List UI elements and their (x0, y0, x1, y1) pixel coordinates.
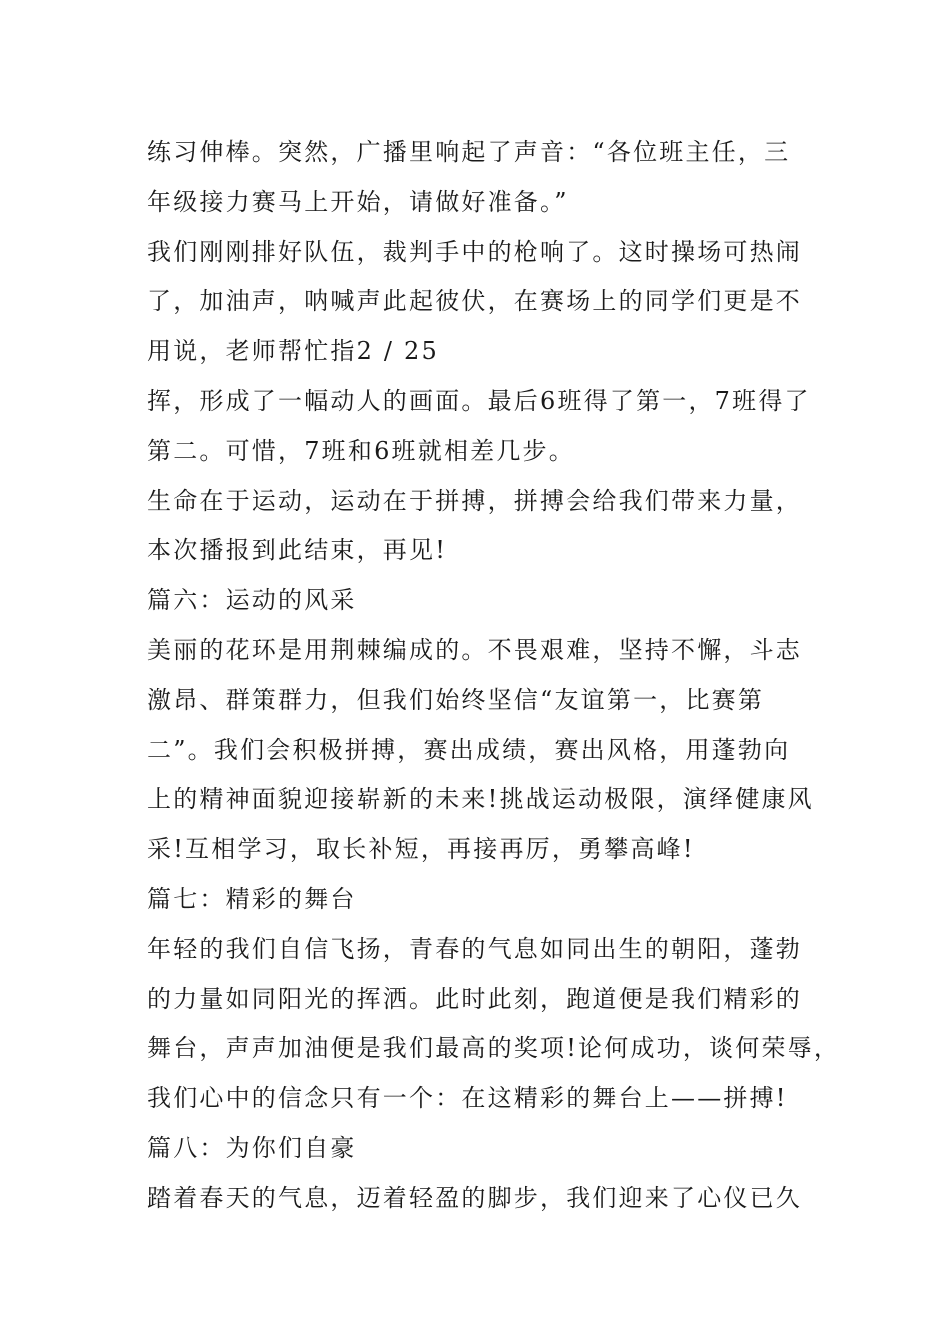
section-heading-6: 篇六：运动的风采 (147, 586, 357, 615)
body-line: 年级接力赛马上开始，请做好准备。” (147, 187, 569, 216)
body-line: 练习伸棒。突然，广播里响起了声音：“各位班主任，三 (147, 138, 791, 166)
body-line-with-page-number: 用说，老师帮忙指2 / 25 (147, 337, 439, 366)
body-line: 我们心中的信念只有一个：在这精彩的舞台上——拼搏! (147, 1084, 788, 1113)
body-line: 第二。可惜，7班和6班就相差几步。 (147, 436, 575, 465)
body-line: 踏着春天的气息，迈着轻盈的脚步，我们迎来了心仪已久 (147, 1183, 802, 1212)
body-line: 本次播报到此结束，再见! (147, 536, 448, 565)
body-line: 上的精神面貌迎接崭新的未来!挑战运动极限，演绎健康风 (147, 785, 814, 814)
body-line: 的力量如同阳光的挥洒。此时此刻，跑道便是我们精彩的 (147, 984, 802, 1013)
body-line: 舞台，声声加油便是我们最高的奖项!论何成功，谈何荣辱， (147, 1034, 841, 1063)
section-heading-7: 篇七：精彩的舞台 (147, 884, 357, 913)
body-line: 二”。我们会积极拼搏，赛出成绩，赛出风格，用蓬勃向 (147, 735, 791, 764)
body-line: 挥，形成了一幅动人的画面。最后6班得了第一，7班得了 (147, 386, 811, 415)
body-line: 年轻的我们自信飞扬，青春的气息如同出生的朝阳，蓬勃 (147, 934, 802, 963)
body-line: 采!互相学习，取长补短，再接再厉，勇攀高峰! (147, 835, 695, 864)
body-line: 激昂、群策群力，但我们始终坚信“友谊第一，比赛第 (147, 685, 765, 714)
body-line: 了，加油声，呐喊声此起彼伏，在赛场上的同学们更是不 (147, 287, 802, 316)
document-body (147, 128, 841, 1224)
section-heading-8: 篇八：为你们自豪 (147, 1133, 357, 1162)
body-line: 生命在于运动，运动在于拼搏，拼搏会给我们带来力量， (147, 486, 802, 515)
body-line: 我们刚刚排好队伍，裁判手中的枪响了。这时操场可热闹 (147, 237, 802, 266)
body-line: 美丽的花环是用荆棘编成的。不畏艰难，坚持不懈，斗志 (147, 635, 802, 664)
